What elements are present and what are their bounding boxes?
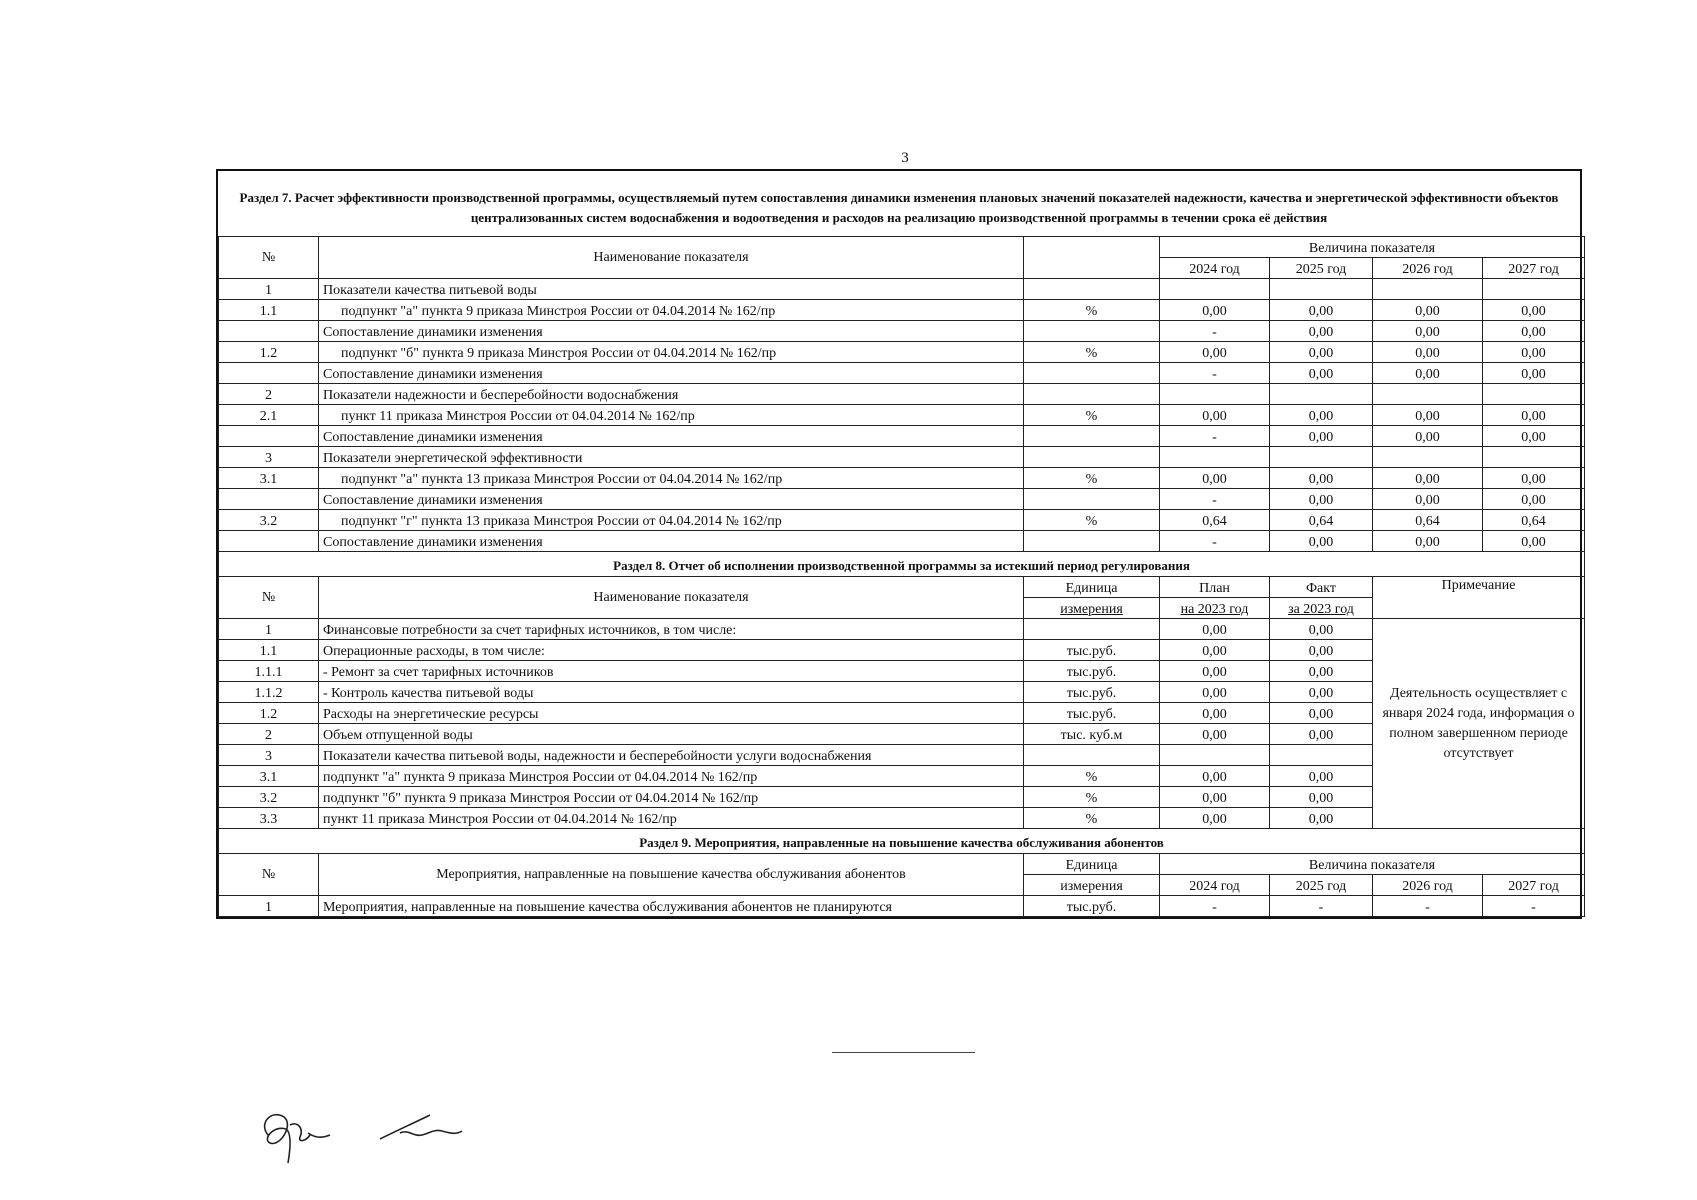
s7-row-unit: % [1024, 342, 1160, 363]
s8-row-unit: тыс. куб.м [1024, 724, 1160, 745]
s9-header-value: Величина показателя [1160, 854, 1585, 875]
table-row [219, 531, 1585, 552]
s8-row-fact: 0,00 [1270, 724, 1373, 745]
s7-row-value [1483, 384, 1585, 405]
s7-row-value: 0,00 [1483, 531, 1585, 552]
s7-row-value: 0,00 [1373, 300, 1483, 321]
table-row [219, 321, 1585, 342]
s7-row-value: 0,00 [1373, 426, 1483, 447]
document-frame [216, 169, 1582, 919]
s8-header-fact-2: за 2023 год [1270, 598, 1373, 619]
s8-row-unit [1024, 619, 1160, 640]
s7-row-name: пункт 11 приказа Минстроя России от 04.04.2014 № 162/пр [319, 405, 1024, 426]
s7-row-value: 0,64 [1270, 510, 1373, 531]
s7-row-name: Показатели надежности и бесперебойности водоснабжения [319, 384, 1024, 405]
s7-row-value: 0,00 [1373, 321, 1483, 342]
s7-header-year: 2025 год [1270, 258, 1373, 279]
s7-row-value [1270, 447, 1373, 468]
s7-row-value: 0,00 [1160, 405, 1270, 426]
table-row [219, 384, 1585, 405]
s7-row-num: 3 [219, 447, 319, 468]
s8-row-name: подпункт "б" пункта 9 приказа Минстроя России от 04.04.2014 № 162/пр [319, 787, 1024, 808]
s9-header-year: 2025 год [1270, 875, 1373, 896]
s7-row-value [1270, 384, 1373, 405]
s9-header-year: 2027 год [1483, 875, 1585, 896]
s7-row-value [1483, 279, 1585, 300]
s8-row-fact [1270, 745, 1373, 766]
s7-row-value: 0,00 [1373, 363, 1483, 384]
footer-rule [832, 1052, 975, 1053]
s7-row-value [1373, 447, 1483, 468]
s7-row-value [1160, 447, 1270, 468]
s8-row-fact: 0,00 [1270, 808, 1373, 829]
s7-row-value: 0,00 [1270, 468, 1373, 489]
s8-row-num: 1 [219, 619, 319, 640]
s7-row-value: 0,00 [1270, 426, 1373, 447]
s7-row-value: 0,00 [1270, 489, 1373, 510]
s8-row-unit [1024, 745, 1160, 766]
s7-row-value: - [1160, 531, 1270, 552]
s8-row-unit: тыс.руб. [1024, 682, 1160, 703]
s9-row-unit: тыс.руб. [1024, 896, 1160, 917]
table-row [219, 896, 1585, 917]
s8-row-name: - Контроль качества питьевой воды [319, 682, 1024, 703]
s7-row-unit [1024, 279, 1160, 300]
s7-row-unit [1024, 531, 1160, 552]
s8-row-plan: 0,00 [1160, 703, 1270, 724]
section7-title: Раздел 7. Расчет эффективности производственной программы, осуществляемый путем сопоставления динамики изменения плановых значений показателей надежности, качества и энергетической эффективности объектов централизованных систем водоснабжения и водоотведения и расходов на реализацию производственной программы в течении срока её действия [239, 190, 1559, 225]
s7-row-value: 0,00 [1483, 300, 1585, 321]
s8-row-fact: 0,00 [1270, 661, 1373, 682]
s8-header-num: № [219, 577, 319, 619]
s8-row-num: 1.2 [219, 703, 319, 724]
s7-header-year: 2024 год [1160, 258, 1270, 279]
s7-row-value: 0,00 [1373, 342, 1483, 363]
s8-row-name: Расходы на энергетические ресурсы [319, 703, 1024, 724]
s8-row-plan: 0,00 [1160, 787, 1270, 808]
s7-row-num [219, 426, 319, 447]
s8-row-unit: тыс.руб. [1024, 661, 1160, 682]
s7-row-name: подпункт "а" пункта 13 приказа Минстроя России от 04.04.2014 № 162/пр [319, 468, 1024, 489]
s9-header-num: № [219, 854, 319, 896]
s7-row-value: 0,00 [1483, 489, 1585, 510]
s8-header-name: Наименование показателя [319, 577, 1024, 619]
s7-row-unit: % [1024, 468, 1160, 489]
s7-row-num: 1.2 [219, 342, 319, 363]
s7-header-unit [1024, 237, 1160, 279]
s7-row-name: Сопоставление динамики изменения [319, 426, 1024, 447]
s7-row-value: 0,00 [1270, 531, 1373, 552]
s8-row-num: 3.2 [219, 787, 319, 808]
s9-header-year: 2026 год [1373, 875, 1483, 896]
s8-row-plan: 0,00 [1160, 766, 1270, 787]
s8-note: Деятельность осуществляет с января 2024 года, информация о полном завершенном периоде отсутствует [1373, 619, 1585, 829]
s8-row-unit: % [1024, 766, 1160, 787]
table-row [219, 447, 1585, 468]
s7-row-value: 0,64 [1373, 510, 1483, 531]
s7-header-name: Наименование показателя [319, 237, 1024, 279]
s7-row-value: 0,00 [1483, 468, 1585, 489]
s7-row-name: Сопоставление динамики изменения [319, 363, 1024, 384]
s7-header-year: 2026 год [1373, 258, 1483, 279]
table-row [219, 279, 1585, 300]
s8-row-fact: 0,00 [1270, 787, 1373, 808]
s7-header-num: № [219, 237, 319, 279]
s9-header-unit: Единица [1024, 854, 1160, 875]
s8-row-name: подпункт "а" пункта 9 приказа Минстроя России от 04.04.2014 № 162/пр [319, 766, 1024, 787]
section8-title: Раздел 8. Отчет об исполнении производственной программы за истекший период регулирования [219, 552, 1585, 577]
table-row [219, 300, 1585, 321]
s8-row-fact: 0,00 [1270, 682, 1373, 703]
s9-row-value: - [1270, 896, 1373, 917]
s8-row-name: Финансовые потребности за счет тарифных источников, в том числе: [319, 619, 1024, 640]
s8-row-fact: 0,00 [1270, 640, 1373, 661]
s7-row-value: 0,00 [1160, 342, 1270, 363]
s7-row-value: 0,00 [1270, 300, 1373, 321]
s7-row-value: 0,00 [1270, 342, 1373, 363]
table-row [219, 489, 1585, 510]
s7-row-num [219, 363, 319, 384]
s7-row-value: 0,00 [1373, 468, 1483, 489]
s8-row-fact: 0,00 [1270, 766, 1373, 787]
s8-row-num: 2 [219, 724, 319, 745]
s7-row-unit [1024, 384, 1160, 405]
s7-row-num: 2 [219, 384, 319, 405]
s8-row-unit: % [1024, 808, 1160, 829]
s7-row-value: 0,00 [1270, 321, 1373, 342]
s7-header-year: 2027 год [1483, 258, 1585, 279]
main-table [218, 236, 1585, 917]
s8-row-num: 3.1 [219, 766, 319, 787]
s7-row-value [1373, 384, 1483, 405]
table-row [219, 619, 1585, 640]
s8-row-unit: тыс.руб. [1024, 640, 1160, 661]
s8-row-num: 1.1 [219, 640, 319, 661]
s7-row-name: Сопоставление динамики изменения [319, 321, 1024, 342]
s7-row-value: 0,00 [1373, 489, 1483, 510]
s7-row-value: - [1160, 489, 1270, 510]
s7-row-name: подпункт "б" пункта 9 приказа Минстроя России от 04.04.2014 № 162/пр [319, 342, 1024, 363]
s8-row-name: пункт 11 приказа Минстроя России от 04.04.2014 № 162/пр [319, 808, 1024, 829]
s7-row-num [219, 489, 319, 510]
s7-row-name: Показатели качества питьевой воды [319, 279, 1024, 300]
s9-header-name: Мероприятия, направленные на повышение качества обслуживания абонентов [319, 854, 1024, 896]
s8-row-plan: 0,00 [1160, 661, 1270, 682]
table-row [219, 363, 1585, 384]
s7-row-unit [1024, 489, 1160, 510]
s8-row-name: - Ремонт за счет тарифных источников [319, 661, 1024, 682]
s7-row-num: 3.2 [219, 510, 319, 531]
s9-header-year: 2024 год [1160, 875, 1270, 896]
s7-row-name: Сопоставление динамики изменения [319, 531, 1024, 552]
s7-row-value [1160, 384, 1270, 405]
s8-row-num: 3 [219, 745, 319, 766]
s7-row-value: 0,00 [1160, 468, 1270, 489]
s7-row-unit [1024, 426, 1160, 447]
s7-row-value: - [1160, 363, 1270, 384]
s7-row-unit: % [1024, 300, 1160, 321]
s7-row-value: 0,00 [1483, 321, 1585, 342]
s9-row-value: - [1160, 896, 1270, 917]
s8-row-plan [1160, 745, 1270, 766]
s7-header-value: Величина показателя [1160, 237, 1585, 258]
signature-image [250, 1095, 510, 1170]
s8-row-fact: 0,00 [1270, 703, 1373, 724]
s8-row-fact: 0,00 [1270, 619, 1373, 640]
s7-row-num: 1 [219, 279, 319, 300]
s9-row-value: - [1483, 896, 1585, 917]
s8-header-unit: Единица [1024, 577, 1160, 598]
s7-row-value: 0,64 [1483, 510, 1585, 531]
s8-row-unit: % [1024, 787, 1160, 808]
s7-row-value: 0,00 [1373, 531, 1483, 552]
s7-row-value [1270, 279, 1373, 300]
s8-row-num: 1.1.2 [219, 682, 319, 703]
s7-row-value: - [1160, 426, 1270, 447]
table-row [219, 342, 1585, 363]
s7-row-value: 0,00 [1483, 342, 1585, 363]
s7-row-name: подпункт "а" пункта 9 приказа Минстроя России от 04.04.2014 № 162/пр [319, 300, 1024, 321]
s8-header-note: Примечание [1373, 577, 1585, 619]
s8-row-unit: тыс.руб. [1024, 703, 1160, 724]
s7-row-num: 2.1 [219, 405, 319, 426]
s9-header-unit-2: измерения [1024, 875, 1160, 896]
s8-row-num: 3.3 [219, 808, 319, 829]
s7-row-num [219, 531, 319, 552]
table-row [219, 405, 1585, 426]
section9-title: Раздел 9. Мероприятия, направленные на повышение качества обслуживания абонентов [219, 829, 1585, 854]
s8-row-plan: 0,00 [1160, 640, 1270, 661]
s8-row-num: 1.1.1 [219, 661, 319, 682]
s7-row-num: 3.1 [219, 468, 319, 489]
s9-row-value: - [1373, 896, 1483, 917]
table-row [219, 510, 1585, 531]
s7-row-value: 0,64 [1160, 510, 1270, 531]
s8-row-name: Объем отпущенной воды [319, 724, 1024, 745]
s7-row-value: 0,00 [1483, 363, 1585, 384]
s8-header-fact: Факт [1270, 577, 1373, 598]
s7-row-unit [1024, 363, 1160, 384]
s7-row-num: 1.1 [219, 300, 319, 321]
table-row [219, 468, 1585, 489]
s7-row-value: 0,00 [1483, 405, 1585, 426]
s8-row-plan: 0,00 [1160, 619, 1270, 640]
s7-row-value [1373, 279, 1483, 300]
s7-row-name: Сопоставление динамики изменения [319, 489, 1024, 510]
s8-row-plan: 0,00 [1160, 808, 1270, 829]
s8-row-plan: 0,00 [1160, 682, 1270, 703]
s8-header-plan-2: на 2023 год [1160, 598, 1270, 619]
s7-row-value: 0,00 [1373, 405, 1483, 426]
s7-row-value: 0,00 [1270, 405, 1373, 426]
s7-row-name: Показатели энергетической эффективности [319, 447, 1024, 468]
s7-row-value [1483, 447, 1585, 468]
page-number: 3 [901, 150, 909, 166]
s7-row-unit [1024, 447, 1160, 468]
s7-row-num [219, 321, 319, 342]
s9-row-num: 1 [219, 896, 319, 917]
s8-row-name: Показатели качества питьевой воды, надежности и бесперебойности услуги водоснабжения [319, 745, 1024, 766]
table-row [219, 426, 1585, 447]
s7-row-value: 0,00 [1270, 363, 1373, 384]
s7-row-value [1160, 279, 1270, 300]
s8-row-name: Операционные расходы, в том числе: [319, 640, 1024, 661]
s7-row-name: подпункт "г" пункта 13 приказа Минстроя России от 04.04.2014 № 162/пр [319, 510, 1024, 531]
s7-row-value: 0,00 [1483, 426, 1585, 447]
s9-row-name: Мероприятия, направленные на повышение качества обслуживания абонентов не планируются [319, 896, 1024, 917]
s7-row-unit [1024, 321, 1160, 342]
s8-header-unit-2: измерения [1024, 598, 1160, 619]
s8-row-plan: 0,00 [1160, 724, 1270, 745]
s7-row-unit: % [1024, 510, 1160, 531]
s7-row-value: - [1160, 321, 1270, 342]
s8-header-plan: План [1160, 577, 1270, 598]
s7-row-value: 0,00 [1160, 300, 1270, 321]
s7-row-unit: % [1024, 405, 1160, 426]
